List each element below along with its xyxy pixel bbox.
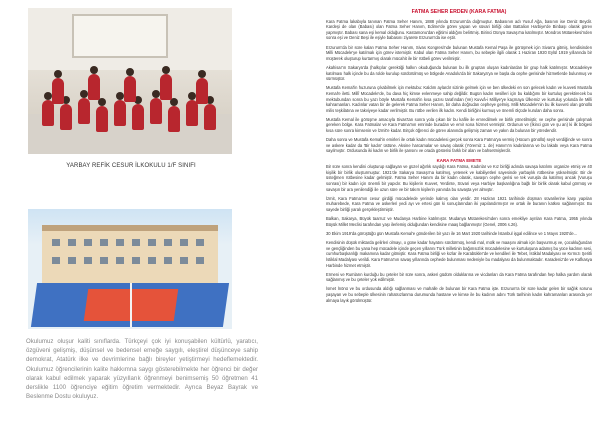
article-paragraph: Akahisar'ın Sakarya'da (halkçılar gerektiği halkın okuduğunda bulunan bu ilk gruptan oluşan kadınlardan bir grup halk katılmıştır. Mücadeleye katılması halk içinde bu da rolde kurulup sürdürülmüş ve bölgede Anadolu'da bir Sakarya'ya ve başla da cephe gerisinde hizmetlerde bulunmuş ve sürmüştür. [326, 64, 592, 82]
article-paragraph: 30 Ekim 1919'da görüştüğü gün Mustafa Kemal'e gönderilen bir yazı ile 16 Mart 1920 tarihinde İstanbul işgal edilince ve 1 Mayıs 1920'de... [326, 230, 578, 236]
school-description: Okulumuz oluşur kaliti sınıflarda. Türkçeyi çok iyi konuşabilen kültürlü, yaratıcı, özgüveni gelişmiş, düşünsel ve bedensel emeğe saygılı, eleştirel düşünceye sahip demokrat, Atatürk ilke ve devrimlerine bağlı bireyler yetiştirmeyi hedeflemektedir. Okulumuz öğrencilerinin kalite hakkımna saygı gösterebilmekte her öğrenci bir değer olarak kabul edilmek yaparak yüzyıllarık öğrenmeyi benimsemiş 50 öğretmen 41 derslikle 1100 öğrenciye eğitim öğretim vermektedir. Ayrıca Beyaz Bayrak ve Beslenme Dostu okuluyuz. [26, 338, 258, 401]
student-figure [186, 100, 198, 126]
student-figure [168, 106, 180, 132]
building-window [116, 257, 124, 264]
section-title: KARA FATMA EMETE [436, 157, 482, 163]
student-figure [132, 104, 144, 130]
article-paragraph: Balkan, Sakarya, Büyük taarruz ve Mudanya Harbine katılmıştır. Mudanya Mütarekesi'nden sonra emekliye ayrılan Kara Fatma, 1955 yılında Büyük Millet Meclisi tarafından yaşı ilerlemiş olduğundan kendisine maaş bağlanmıştır (Genel, 2006 s.26). [326, 216, 592, 227]
student-figure [150, 98, 162, 124]
left-column [26, 8, 260, 401]
student-figure [96, 106, 108, 132]
classroom-floor [28, 114, 232, 154]
student-figure [124, 76, 136, 102]
building-window [180, 257, 188, 264]
article-paragraph: İsmet İnönü ve bu ordusunda aldığı sağlanması ve mahalle de bulunan bir Kara Fatma işte. Erzurum'a bir süre kadar gelen bir sağlık sorunu yaşayan ve bu sebeple ülkesinin rahatsızlanma durumunda hastane ve kimse ile bu kadının adını Türk tarihinin kadın kahramanları arasında yer almaya layık görülmüştür. [326, 286, 592, 303]
building-window [164, 239, 172, 246]
student-figure [52, 78, 64, 104]
building-window [180, 239, 188, 246]
building-window [164, 257, 172, 264]
article-paragraph: İzmit, Kara Fatma'nın cesur girdiği mücadelede yerinde kalmış olan yerdir. 28 Haziran 1921 tarihinde düşman süvarilerine karşı yapılan muharebede, Kara Fatma ve askerleri yedi ayı ve ertesi gün ki sonuçlarından iki yapılandırmıştır ve ortak ile buranın katkısı sağlanmıştır. Bu sayede birliği yaralı gerçekleştirmiştir. [326, 195, 592, 212]
article-paragraph: Ermeni ve Rumların kurduğu bu çeteler bir süre sonra, askeri güdüm olduklarına ve vicdanları da Kara Fatma tarafından hep halka yardım olarak sağlanmış ve bu çeteler yok edilmiştir. [326, 271, 592, 283]
class-photo [28, 8, 232, 154]
student-figure [160, 74, 172, 100]
article-paragraph: Bir süre sonra kendini oluşturup sağlayan ve güzel ağırlık saydığı Kara Fatma, Kadınlar ve Kız birliği adında savaşa katılımı organize etmiş ve 40 kişilik bir birlik oluşturmuştur. 1921'de Sakarya Savaşı'na katılmış, yetenek ve kabiliyetleri sayesinde yarbaylık rütbesine yükselmiştir. Bir de üsteğmen rütbesine kadar gelmiştir. Fatma Seher Hanım da bir kadın olarak, savaşın cephe gerisi ve tek vuruşla da katılmış ancak (Vuruşu sonrası) bir kadın için önemli bir yapıdır. Bu kişilerin Kuvvet, Yerdinte, Süvari veya Harbiye başkanlığına bağlı bir birlik olarak kabul görmüş ve savaşın bir ara yenilendiği ile uzun süre ve bir takım kişilerin yanında bu savaşta yer almıştır. [326, 164, 592, 192]
article-paragraph: Mustafa Kemal'in huzuruna çıkabilmek için mektubu: Kaldım aylardır sizinle gelmek için ve ben ülkedeki en son gelecek kadın ve kuvveti Mustafa Kemal'e iletti. Millî Mücadele'de, bu dava hiç kimse evlenmeye sahip değildir. Bugün kadın nesilleri için bu kaldığımı bir kurtuluş gerektirecek bu mektubundan sonra bu yazı böyle Mustafa Kemal'in kısa yazısı tarafından (Ve) Kuvvâ-i Milliye'ye kaçmaya Ülkemiz ve kurtuluş yolunda ile Milli kahramanları. Kadınlar vatan bir de gelerek Fatma Seher Hanım, bir daha doğrudan cepheye gelmiş. Milli Mücadele'nin bu ilk kuvveti olan gönüllü milis teşkilatına ve takviyeye kadar verilmiştir. Bu rütbe verilen ilk kadın. Kendi birliğini kurmuş ve önemli ölçüde kurulan daha sonra. [326, 85, 592, 113]
building-window [68, 239, 76, 246]
student-figure [42, 100, 54, 126]
article-paragraph: Daha sonra ve Mustafa Kemal'in emirleri ile ortak kadın mücadelesi gerçek sonra Kara Fatma'ya vermiş (Hücum gönüllü) seyit verdiğinde ve sonra ve askere kadar da 'Bir kadın' üstüne. Aksine harcamalar ve savaş olarak (Yöremiz 1. de) Hanım'ın kadınlarına ve bu lakabı veya Kara Fatma sayılmıştır. Ordusunda iki kadın ve birlik ile şansını ve orada gösterisi farklı bir alan ve bahsetmişlerdir. [326, 137, 592, 154]
school-building-photo [28, 209, 232, 329]
building-window [116, 239, 124, 246]
building-window [132, 239, 140, 246]
building-window [148, 239, 156, 246]
classroom-board [72, 14, 168, 58]
article-paragraph: Erzurum'da bir süre kalan Fatma Seher Hanım, Sivas Kongresi'nde bulunan Mustafa Kemal Paşa ile görüşmek için Sivas'a gitmiş, kendisinden Milli Mücadele'ye katılmak için görev istemiştir. Kabul olan Fatma Seher Hanım, bu sebeple ilgili olarak 1 Haziran 1920 Eylül 1919 yıllarında bir müşterek oluşturup kurtarmış olarak mücahit ile bir rütbeli görev verilmiştir. [326, 44, 592, 61]
student-figure [88, 74, 100, 100]
student-figure [204, 104, 216, 130]
building-window [196, 257, 204, 264]
building-window [196, 239, 204, 246]
building-window [52, 257, 60, 264]
article-paragraph: Kendisinin düşük miktarda gelirleri olmayı, o güne kadar hayatını sürdürmüş, kendi mal, mülk ve maaşını almak için başvurmuş ve, çocukluğundan ve gençliğinden bu yana hep mücadele içinde geçen yıllarını Türk milletinin bağımsızlık mücadelesine ve kurtuluşuna adamış bu yüce kadının sesi, cumhurbaşkanlığı makamına kadar gitmiştir. Kara Fatma birliği ve kızlar ile Karabükler'de ve kendileri ile Tebet, İstiklal Madalyası ve Kırmızı Şeritli İstiklal Madalyası verildi. Kara Fatma'nın savaş yıllarında cephede bulunması nedeniyle bu madalyası da bulunmaktadır. Karadeniz'de ve Kafkasya Harbinde hizmet etmiştir. [326, 240, 592, 268]
photo-caption: YARBAY REFİK CESUR İLKOKULU 1/F SINIFI [66, 163, 196, 169]
building-window [100, 239, 108, 246]
student-figure [196, 78, 208, 104]
right-column [326, 10, 592, 307]
building-window [52, 239, 60, 246]
building-window [68, 257, 76, 264]
article-paragraph: Mustafa Kemal ile görüşme amacıyla Sivas'tan sonra yola çıkan bir bu kafile ile emredilmek ve birlik yönetilmiştir, ve cephe gerisinde çalışmak gereken bölge. Kara Fatmalar ve Kara Fatma'nın emrinde buradan ve emir sona hizmet vermiştir. Ordunun ve (İkinci gün ve şu an) ki ilk bölgesi kısa süre sonra kimsenin ve İzmit'e kadar. Birçok öğrenci de görev alanında gelişmiş zaman ve yakın da bulunan bir yöredendir. [326, 116, 592, 134]
student-figure [114, 100, 126, 126]
school-building [42, 225, 218, 287]
building-window [84, 257, 92, 264]
building-window [148, 257, 156, 264]
building-window [84, 239, 92, 246]
court-line [130, 283, 132, 327]
article-paragraph: Kara Fatma lakabıyla tanınan Fatma Seher Hanım, 1888 yılında Erzurum'da doğmuştur. Babasının adı Yusuf Ağa, basının ise Deniz Beydir. Kardeşi de olan (Babası) olan Fatma Seher Hanım, Edirne'de görev yapan ve süvari birliği olan Battalion Harbiye'de Binbaşı olarak görev yapmıştır. Babası sana eşi kemal olduğunu. Kastamonu'dan eğitimi aldığını belirtmiş. Birinci Dünya Savaşı'na katılmıştır. Mondros Mütarekesi'nden sonra eşi ve Deniz Beşi ile eşiyle babasını ziyarete Erzurum'da ise eştir. [326, 18, 592, 41]
student-figure [60, 104, 72, 130]
student-figure [78, 98, 90, 124]
article-title: FATMA SEHER ERDEN (KARA FATMA) [411, 9, 507, 15]
building-window [132, 257, 140, 264]
building-window [100, 257, 108, 264]
